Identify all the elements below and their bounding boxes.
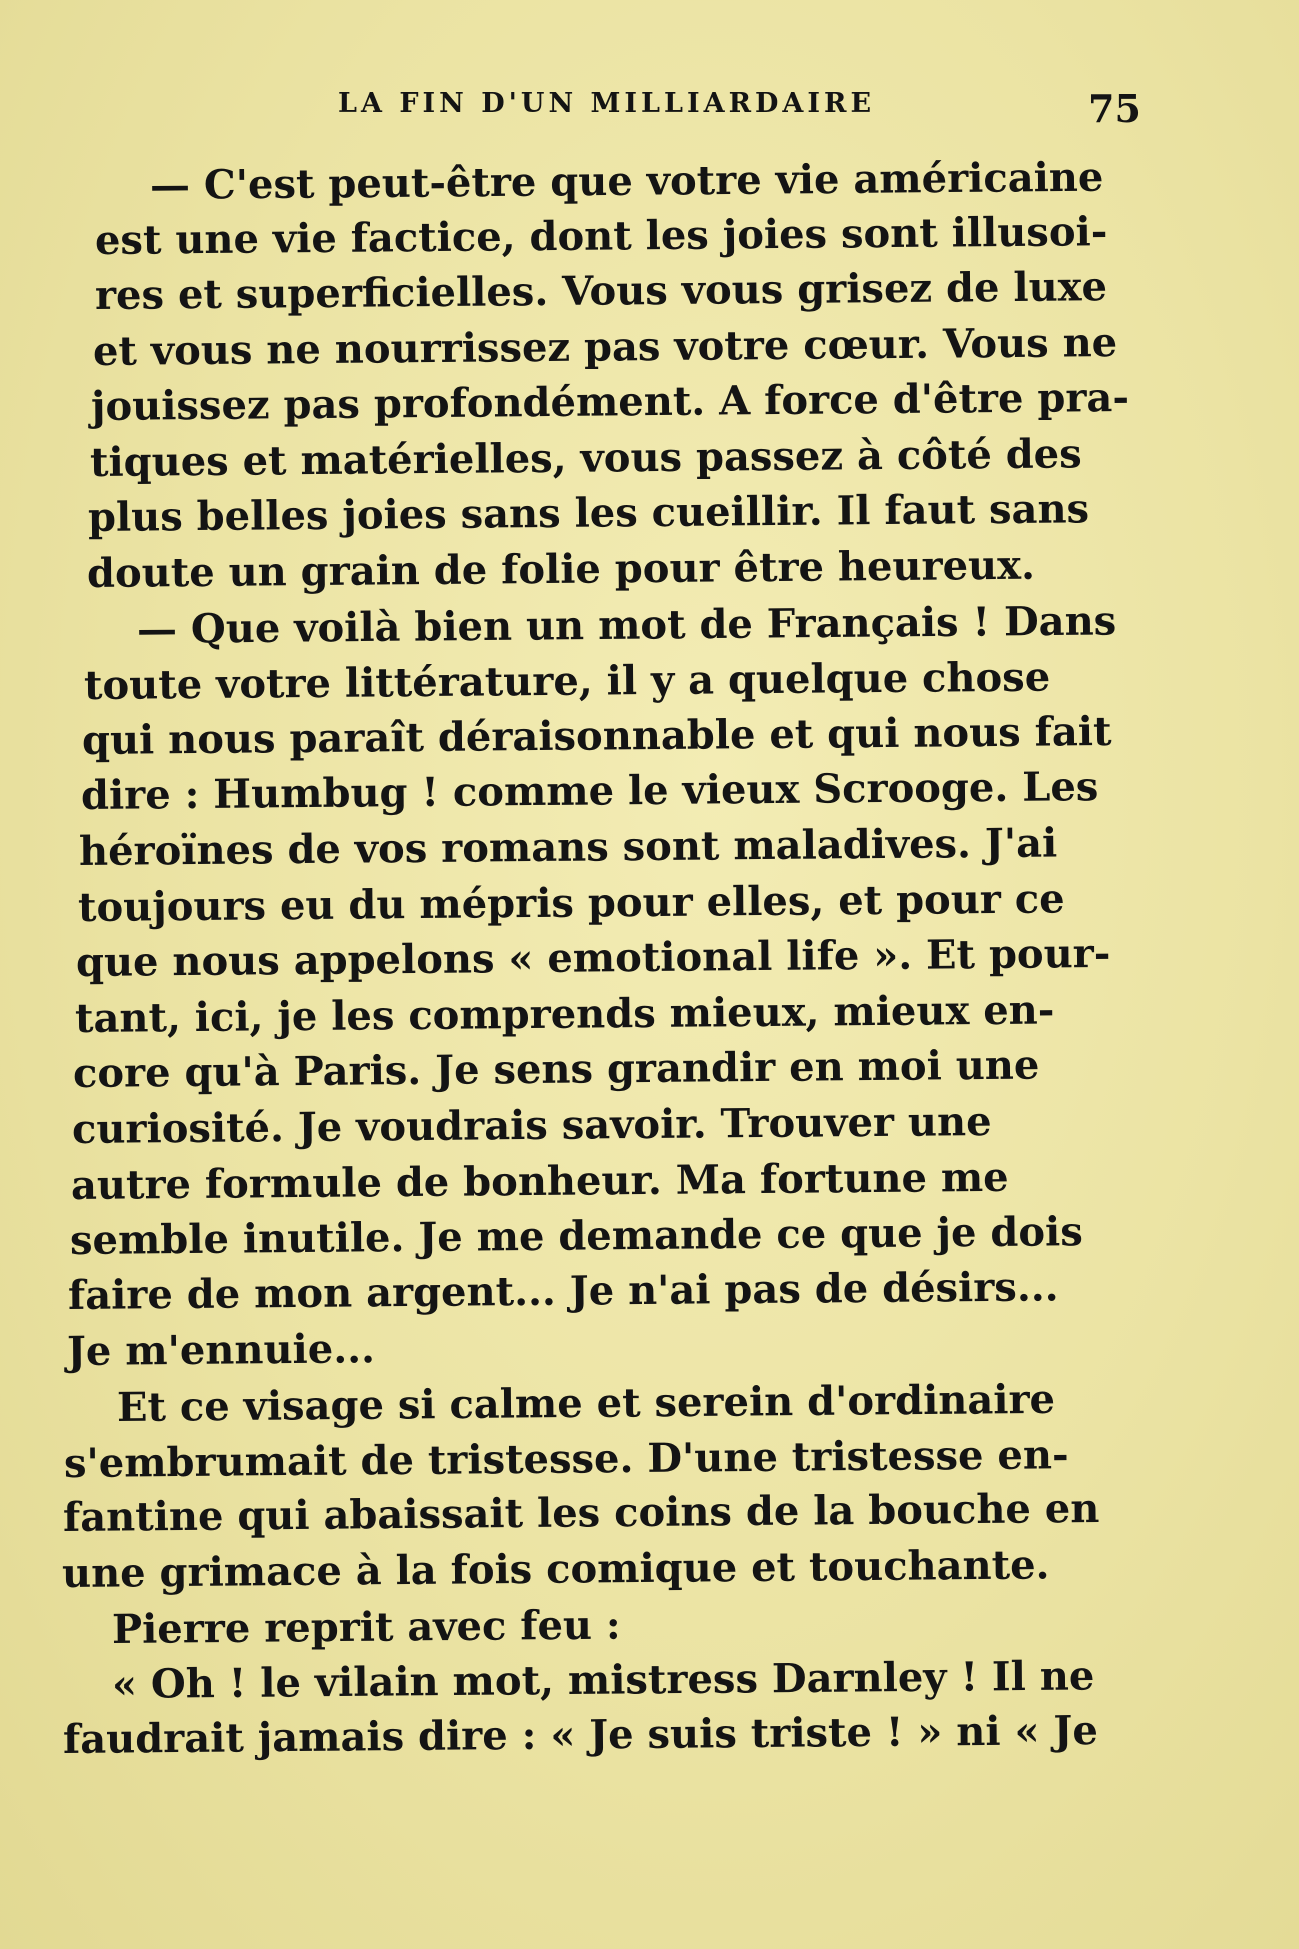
text-line: toujours eu du mépris pour elles, et pour ce — [77, 875, 1065, 931]
text-line: tant, ici, je les comprends mieux, mieux en- — [74, 986, 1055, 1042]
text-line: fantine qui abaissait les coins de la bouche en — [62, 1484, 1100, 1541]
text-line: Et ce visage si calme et serein d'ordinaire — [116, 1375, 1056, 1431]
text-line: héroïnes de vos romans sont maladives. J'ai — [78, 819, 1058, 875]
text-line: « Oh ! le vilain mot, mistress Darnley ! Il ne — [111, 1652, 1095, 1708]
text-line: res et superficielles. Vous vous grisez de luxe — [94, 263, 1108, 319]
text-line: plus belles joies sans les cueillir. Il faut sans — [87, 485, 1090, 541]
text-line: qui nous paraît déraisonnable et qui nous fait — [81, 708, 1112, 764]
text-line: curiosité. Je voudrais savoir. Trouver une — [71, 1097, 992, 1153]
text-line: est une vie factice, dont les joies sont illusoi- — [94, 208, 1108, 264]
text-line: — Que voilà bien un mot de Français ! Dans — [136, 597, 1117, 653]
text-line: que nous appelons « emotional life ». Et pour- — [75, 929, 1111, 986]
running-title: LA FIN D'UN MILLIARDAIRE — [338, 88, 876, 119]
text-line: core qu'à Paris. Je sens grandir en moi une — [72, 1041, 1040, 1097]
text-line: jouissez pas profondément. A force d'être pra- — [90, 373, 1130, 430]
text-line: Je m'ennuie... — [66, 1325, 376, 1375]
text-line: faire de mon argent... Je n'ai pas de désirs... — [67, 1263, 1059, 1319]
page-number: 75 — [1088, 86, 1141, 131]
text-line: tiques et matérielles, vous passez à côté des — [89, 430, 1082, 486]
text-line: doute un grain de folie pour être heureux. — [86, 541, 1036, 597]
text-line: une grimace à la fois comique et touchante. — [61, 1541, 1050, 1597]
text-line: faudrait jamais dire : « Je suis triste ! » ni « Je — [62, 1706, 1099, 1763]
text-line: toute votre littérature, il y a quelque chose — [83, 653, 1051, 709]
text-line: et vous ne nourrissez pas votre cœur. Vous ne — [92, 319, 1118, 375]
text-line: s'embrumait de tristesse. D'une tristesse en- — [63, 1431, 1069, 1487]
text-line: semble inutile. Je me demande ce que je dois — [69, 1208, 1083, 1264]
text-line: Pierre reprit avec feu : — [111, 1601, 621, 1653]
text-line: dire : Humbug ! comme le vieux Scrooge. Les — [80, 763, 1099, 819]
text-line: autre formule de bonheur. Ma fortune me — [70, 1153, 1009, 1209]
text-line: — C'est peut-être que votre vie américaine — [149, 153, 1104, 209]
